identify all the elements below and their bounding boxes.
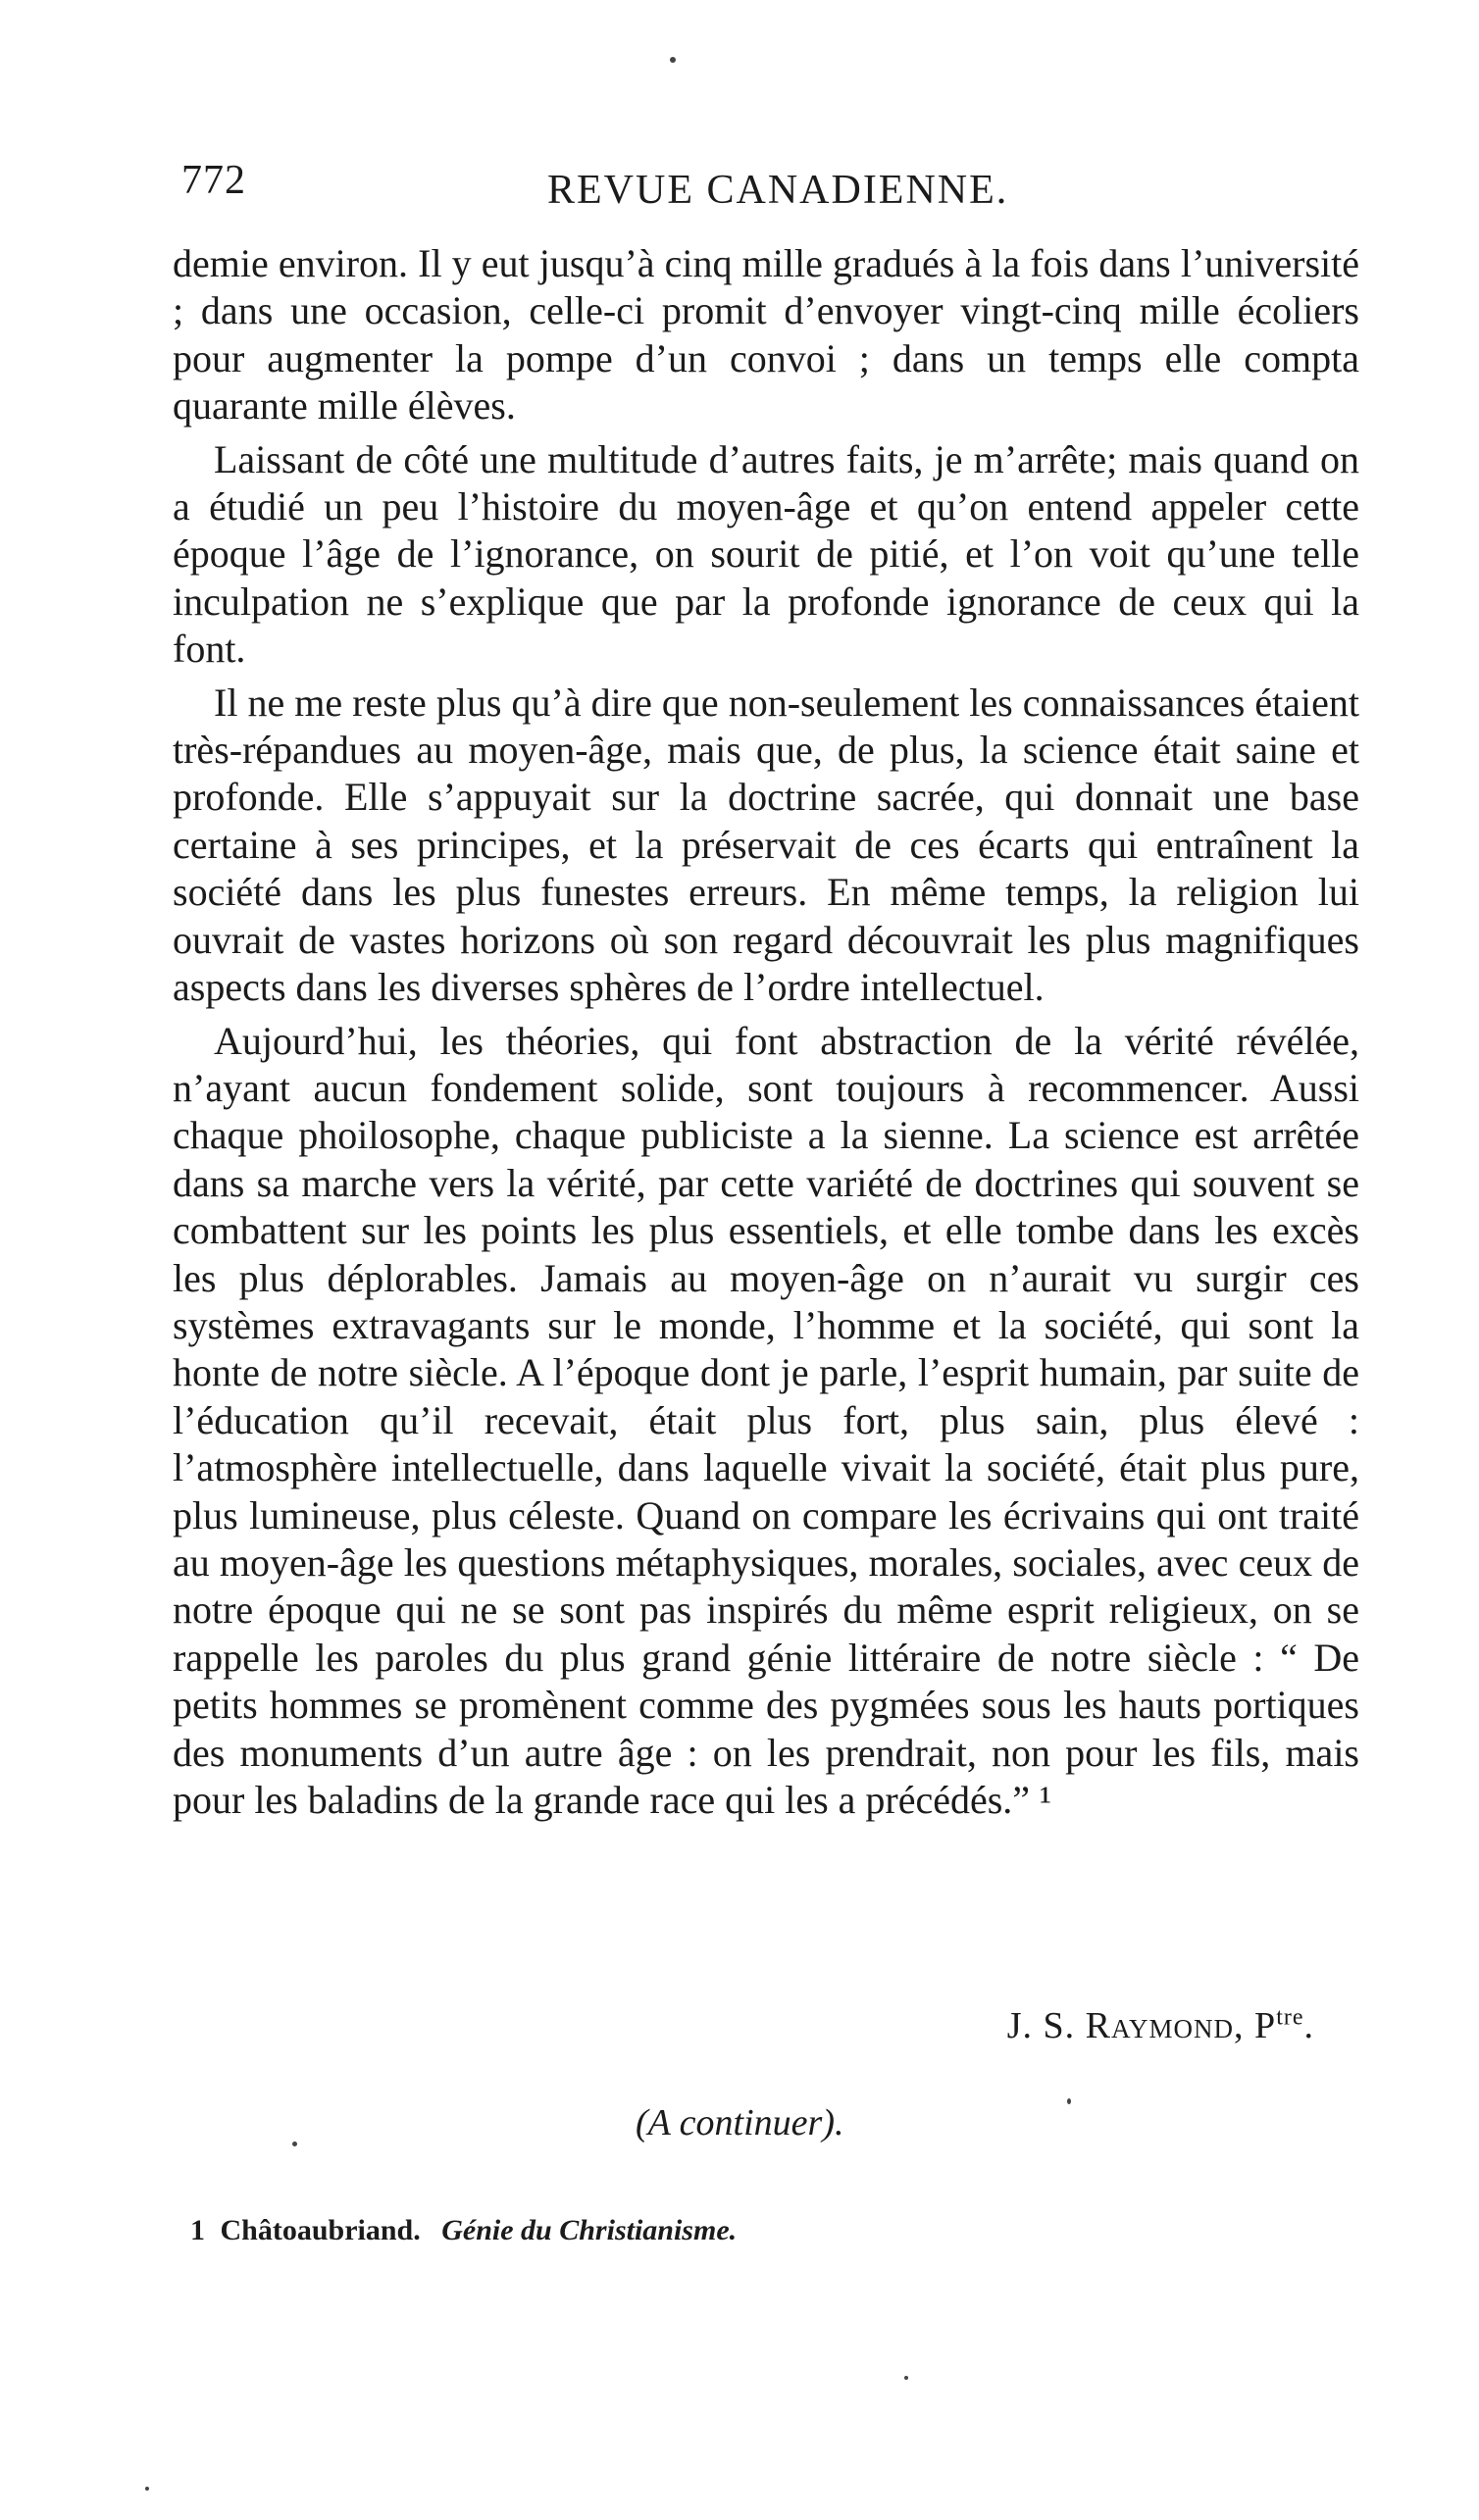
footnote-work: Génie du Christianisme. — [441, 2214, 738, 2246]
paragraph-1: demie environ. Il y eut jusqu’à cinq mille gradués à la fois dans l’université ; dans une occasion, celle-ci promit d’envoyer vingt-cinq mille écoliers pour augmenter la pompe d’un convoi ; dans un temps elle compta quarante mille élèves. — [173, 241, 1359, 428]
ink-speck — [670, 57, 676, 63]
author-title-superscript: tre — [1276, 2004, 1304, 2031]
body-text — [173, 240, 1359, 1824]
footnote — [190, 2214, 737, 2247]
paragraph-4: Aujourd’hui, les théories, qui font abstraction de la vérité révélée, n’ayant aucun fondement solide, sont toujours à recommencer. Aussi chaque phoilosophe, chaque publiciste a la sienne. La science est arrêtée dans sa marche vers la vérité, par cette variété de doctrines qui souvent se combattent sur les points les plus essentiels, et elle tombe dans les excès les plus déplorables. Jamais au moyen-âge on n’aurait vu surgir ces systèmes extravagants sur le monde, l’homme et la société, qui sont la honte de notre siècle. A l’époque dont je parle, l’esprit humain, par suite de l’éducation qu’il recevait, était plus fort, plus sain, plus élevé : l’atmosphère intellectuelle, dans laquelle vivait la société, était plus pure, plus lumineuse, plus céleste. Quand on compare les écrivains qui ont traité au moyen-âge les questions métaphysiques, morales, sociales, avec ceux de notre époque qui ne se sont pas inspirés du même esprit religieux, on se rappelle les paroles du plus grand génie littéraire de notre siècle : “ De petits hommes se promènent comme des pygmées sous les hauts portiques des monuments d’un autre âge : on les prendrait, non pour les fils, mais pour les baladins de la grande race qui les a précédés.” ¹ — [173, 1018, 1359, 1822]
paragraph-3: Il ne me reste plus qu’à dire que non-seulement les connaissances étaient très-répandues au moyen-âge, mais que, de plus, la science était saine et profonde. Elle s’appuyait sur la doctrine sacrée, qui donnait une base certaine à ses principes, et la préservait de ces écarts qui entraînent la société dans les plus funestes erreurs. En même temps, la religion lui ouvrait de vastes horizons où son regard découvrait les plus magnifiques aspects dans les diverses sphères de l’ordre intellectuel. — [173, 680, 1359, 1010]
footnote-mark: 1 — [190, 2214, 205, 2246]
paragraph-2: Laissant de côté une multitude d’autres faits, je m’arrête; mais quand on a étudié un peu l’histoire du moyen-âge et qu’on entend appeler cette époque l’âge de l’ignorance, on sourit de pitié, et l’on voit qu’une telle inculpation ne s’explique que par la profonde ignorance de ceux qui la font. — [173, 436, 1359, 672]
author-signature: J. S. Raymond, $P^{tre}$. — [1006, 2004, 1314, 2046]
page-number: 772 — [181, 158, 246, 203]
author-surname: Raymond — [1085, 2005, 1235, 2046]
journal-title: REVUE CANADIENNE. — [547, 168, 1009, 213]
footnote-author: Châtoaubriand. — [220, 2214, 421, 2246]
author-title: P — [1254, 2005, 1277, 2046]
ink-speck — [292, 2142, 297, 2146]
ink-speck — [145, 2487, 149, 2491]
continuation-note: (A continuer). — [636, 2102, 844, 2143]
signature-period: . — [1303, 2005, 1314, 2046]
ink-speck — [1067, 2098, 1071, 2104]
ink-speck — [904, 2376, 908, 2380]
author-initials: J. S. — [1006, 2005, 1076, 2046]
running-head — [181, 157, 1358, 216]
